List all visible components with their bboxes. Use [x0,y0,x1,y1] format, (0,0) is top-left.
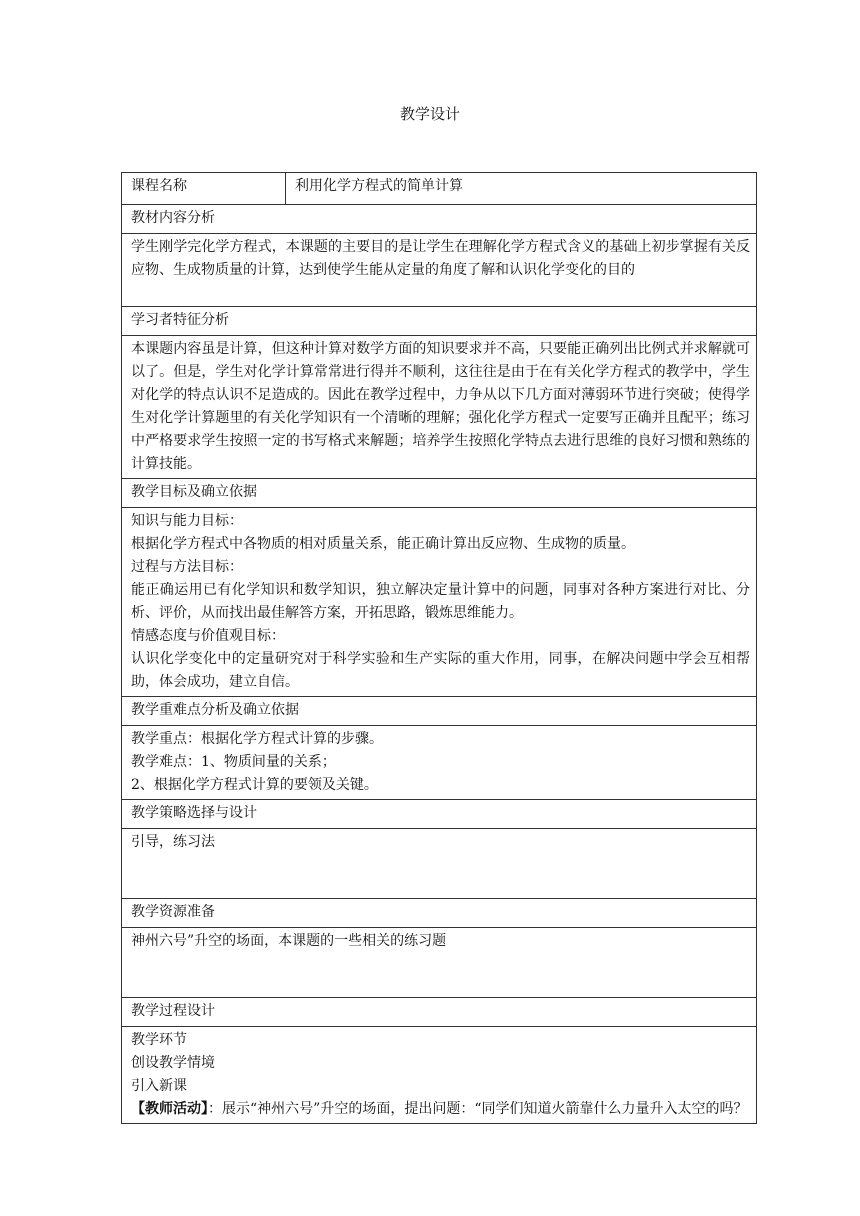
difficult-point-text: 教学难点：1、物质间量的关系； [131,754,336,770]
objectives-heading-row [122,479,757,508]
learner-analysis-heading: 学习者特征分析 [122,307,757,336]
key-points-heading: 教学重难点分析及确立依据 [122,697,757,726]
strategy-heading: 教学策略选择与设计 [122,800,757,829]
process-body-row [122,1027,757,1124]
material-analysis-text: 学生刚学完化学方程式，本课题的主要目的是让学生在理解化学方程式含义的基础上初步掌握有关反应物、生成物质量的计算，达到使学生能从定量的角度了解和认识化学变化的目的 [122,234,757,307]
objectives-heading: 教学目标及确立依据 [122,479,757,508]
resources-text: 神州六号”升空的场面，本课题的一些相关的练习题 [122,928,757,998]
knowledge-goal-text: 根据化学方程式中各物质的相对质量关系，能正确计算出反应物、生成物的质量。 [131,536,635,552]
lesson-plan-table [121,172,757,1124]
teacher-activity [131,1098,750,1121]
teacher-activity-tag: 【教师活动】 [131,1101,208,1117]
teacher-activity-text: ：展示“神州六号”升空的场面，提出问题：“同学们知道火箭靠什么力量升入太空的吗？ [208,1101,748,1117]
key-points-body-row [122,726,757,800]
strategy-body-row [122,829,757,899]
material-analysis-heading: 教材内容分析 [122,205,757,234]
process-goal-text: 能正确运用已有化学知识和数学知识，独立解决定量计算中的问题，同事对各种方案进行对比、分析、评价，从而找出最佳解答方案，开拓思路，锻炼思维能力。 [131,582,750,621]
key-points-body [122,726,757,800]
resources-heading-row [122,899,757,928]
process-body [122,1027,757,1124]
emotion-goal-label: 情感态度与价值观目标： [131,628,285,644]
knowledge-goal-label: 知识与能力目标： [131,513,243,529]
process-step-label: 教学环节 [131,1032,187,1048]
process-heading-row [122,998,757,1027]
resources-heading: 教学资源准备 [122,899,757,928]
course-name-label: 课程名称 [122,173,286,205]
objectives-body-row [122,508,757,697]
strategy-heading-row [122,800,757,829]
objectives-body [122,508,757,697]
strategy-text: 引导，练习法 [122,829,757,899]
process-heading: 教学过程设计 [122,998,757,1027]
learner-analysis-heading-row [122,307,757,336]
learner-analysis-text: 本课题内容虽是计算，但这种计算对数学方面的知识要求并不高，只要能正确列出比例式并求解就可以了。但是，学生对化学计算常常进行得并不顺利，这往往是由于在有关化学方程式的教学中，学生对化学的特点认识不足造成的。因此在教学过程中，力争从以下几方面对薄弱环节进行突破；使得学生对化学计算题里的有关化学知识有一个清晰的理解；强化化学方程式一定要写正确并且配平；练习中严格要求学生按照一定的书写格式来解题；培养学生按照化学特点去进行思维的良好习惯和熟练的计算技能。 [122,336,757,479]
key-points-heading-row [122,697,757,726]
process-step-intro: 引入新课 [131,1078,187,1094]
process-goal-label: 过程与方法目标： [131,559,243,575]
material-analysis-body-row [122,234,757,307]
course-name-value: 利用化学方程式的简单计算 [286,173,757,205]
page-title: 教学设计 [399,105,460,123]
difficult-point-text-2: 2、根据化学方程式计算的要领及关键。 [131,777,378,793]
emotion-goal-text: 认识化学变化中的定量研究对于科学实验和生产实际的重大作用，同事，在解决问题中学会互相帮助，体会成功，建立自信。 [131,651,750,690]
course-name-row [122,173,757,205]
key-point-text: 教学重点：根据化学方程式计算的步骤。 [131,731,383,747]
resources-body-row [122,928,757,998]
learner-analysis-body-row [122,336,757,479]
material-analysis-heading-row [122,205,757,234]
process-step-situation: 创设教学情境 [131,1055,215,1071]
